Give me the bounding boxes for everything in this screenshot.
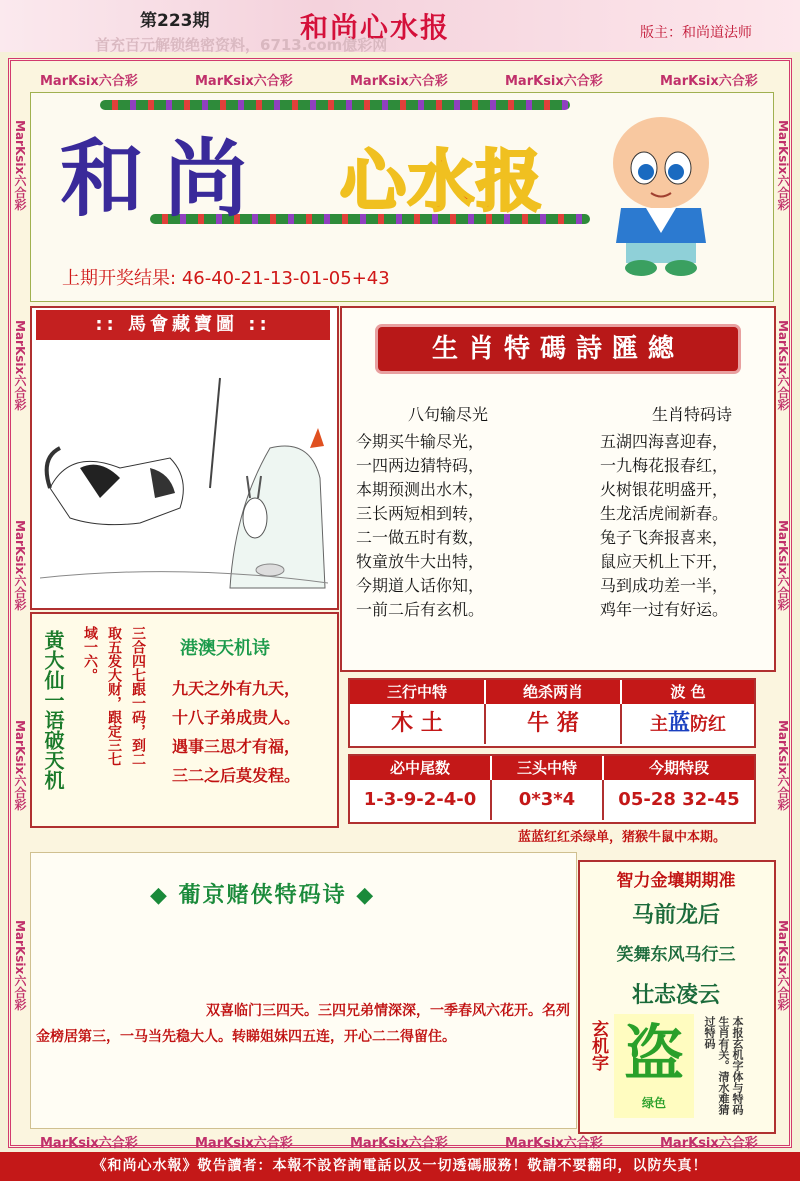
poem-line: 十八子弟成贵人。 (172, 708, 301, 727)
tianji-hint-col1: 三合四七跟一码，到二 (130, 626, 146, 766)
grid2-value-row (350, 780, 754, 820)
grid1-header: 三行中特 (350, 680, 486, 704)
tianji-hint-col3: 域一六。 (82, 626, 98, 682)
watermark-top-4: MarKsix六合彩 (505, 74, 603, 89)
red-note: 蓝蓝红红杀绿单，猪猴牛鼠中本期。 (518, 830, 727, 845)
xuanji-box (614, 1014, 694, 1118)
right-poem (600, 430, 728, 622)
poem-line: 一前二后有玄机。 (356, 600, 485, 619)
dog-rabbit-illustration (40, 348, 328, 598)
left-poem (356, 430, 484, 622)
wave-blue: 蓝 (667, 711, 690, 736)
watermark-left-3: MarKsix六合彩 (13, 520, 27, 611)
wave-guard: 防红 (690, 714, 726, 735)
poem-line: 一九梅花报春红， (600, 456, 729, 475)
tianji-hint-col2: 取五发大财，跟定三七 (106, 626, 122, 766)
watermark-left-5: MarKsix六合彩 (13, 920, 27, 1011)
xuanji-note: 本报玄机字体与特码生肖有关。清水难猜过特码 (703, 1016, 744, 1115)
poem-line: 鸡年一过有好运。 (600, 600, 729, 619)
watermark-top-2: MarKsix六合彩 (195, 74, 293, 89)
issue-number: 第223期 (140, 11, 210, 31)
poem-line: 火树银花明盛开， (600, 480, 729, 499)
poem-line: 三长两短相到转， (356, 504, 485, 523)
grid2-header: 必中尾数 (350, 756, 492, 780)
xuanji-color-label: 绿色 (641, 1096, 666, 1110)
poem-line: 五湖四海喜迎春， (600, 432, 729, 451)
logo-heshang: 和尚 (60, 129, 269, 228)
poem-line: 九天之外有九天， (172, 679, 301, 698)
last-result-numbers: 46-40-21-13-01-05+43 (181, 268, 390, 289)
watermark-right-4: MarKsix六合彩 (776, 720, 790, 811)
watermark-bottom-5: MarKsix六合彩 (660, 1136, 758, 1151)
watermark-top-5: MarKsix六合彩 (660, 74, 758, 89)
right-panel-line2: 笑舞东风马行三 (616, 945, 736, 965)
poem-line: 二一做五时有数， (356, 528, 485, 547)
right-poem-title: 生肖特码诗 (652, 405, 733, 424)
watermark-bottom-1: MarKsix六合彩 (40, 1136, 138, 1151)
tianji-poem (172, 674, 300, 790)
prediction-grid-1 (348, 678, 756, 748)
watermark-left-2: MarKsix六合彩 (13, 320, 27, 411)
watermark-bottom-3: MarKsix六合彩 (350, 1136, 448, 1151)
watermark-left-4: MarKsix六合彩 (13, 720, 27, 811)
jueshao-value: 牛 猪 (486, 704, 622, 744)
wave-main: 主 (649, 714, 668, 735)
grid2-header: 三头中特 (492, 756, 604, 780)
watermark-top-1: MarKsix六合彩 (40, 74, 138, 89)
right-panel-title: 智力金壤期期准 (616, 871, 736, 891)
prediction-grid-2 (348, 754, 756, 824)
ad-line: 首充百元解锁绝密资料，6713.com億彩网 (95, 36, 388, 54)
poem-line: 牧童放牛大出特， (356, 552, 485, 571)
grid1-header-row (350, 680, 754, 704)
watermark-right-1: MarKsix六合彩 (776, 120, 790, 211)
grid1-value-row (350, 704, 754, 744)
wave-color-value (622, 704, 754, 744)
poem-line: 生龙活虎闹新春。 (600, 504, 729, 523)
grid2-header-row (350, 756, 754, 780)
xuanji-label: 玄机字 (588, 1020, 608, 1071)
right-panel-line3: 壮志凌云 (631, 983, 720, 1008)
poem-line: 遇事三思才有福， (172, 737, 301, 756)
xuanji-big-char: 盗 (624, 1019, 684, 1089)
treasure-map-title: :: 馬會藏寶圖 :: (36, 310, 330, 340)
poem-line: 今期道人话你知， (356, 576, 485, 595)
watermark-right-5: MarKsix六合彩 (776, 920, 790, 1011)
footer-notice: 《和尚心水報》敬告讀者：本報不設咨詢電話以及一切透碼服務！敬請不要翻印，以防失真！ (0, 1152, 800, 1181)
grid1-header: 波 色 (622, 680, 754, 704)
poem-line: 马到成功差一半， (600, 576, 729, 595)
three-head-value: 0*3*4 (492, 780, 604, 820)
top-title: 和尚心水报 (300, 11, 451, 44)
zodiac-poem-title: 生肖特碼詩匯總 (378, 327, 738, 371)
watermark-right-3: MarKsix六合彩 (776, 520, 790, 611)
watermark-top-3: MarKsix六合彩 (350, 74, 448, 89)
poem-line: 三二之后莫发程。 (172, 766, 301, 785)
left-poem-title: 八句输尽光 (408, 405, 489, 424)
special-range-value: 05-28 32-45 (618, 789, 740, 810)
watermark-left-1: MarKsix六合彩 (13, 120, 27, 211)
right-panel-line1: 马前龙后 (631, 903, 720, 928)
poem-line: 鼠应天机上下开， (600, 552, 729, 571)
monk-mascot-icon (606, 108, 716, 278)
poem-line: 兔子飞奔报喜来， (600, 528, 729, 547)
watermark-right-2: MarKsix六合彩 (776, 320, 790, 411)
poem-line: 本期预测出水木， (356, 480, 485, 499)
gambler-poem-text: 双喜临门三四天。三四兄弟情深深，一季春风六花开。名列金榜居第三，一马当先稳大人。转睇姐妹四五连，开心二二得留住。 (36, 1003, 570, 1045)
poem-line: 今期买牛输尽光， (356, 432, 485, 451)
grid2-header: 今期特段 (604, 756, 754, 780)
watermark-bottom-2: MarKsix六合彩 (195, 1136, 293, 1151)
gambler-poem-title: ◆ 葡京赌侠特码诗 ◆ (150, 883, 376, 908)
sanxing-value: 木 土 (350, 704, 486, 744)
logo-xinshuibao: 心水报 (340, 143, 544, 220)
huangdaxian-vertical-title: 黄大仙一语破天机 (41, 630, 65, 790)
tianji-poem-title: 港澳天机诗 (180, 638, 270, 659)
poem-line: 一四两边猜特码， (356, 456, 485, 475)
flower-vine-top (100, 100, 570, 110)
last-result (62, 264, 390, 290)
editor-label: 版主：和尚道法师 (640, 25, 752, 41)
last-result-label: 上期开奖结果: (62, 268, 177, 289)
watermark-bottom-4: MarKsix六合彩 (505, 1136, 603, 1151)
grid1-header: 绝杀两肖 (486, 680, 622, 704)
tail-number-value: 1-3-9-2-4-0 (350, 780, 492, 820)
